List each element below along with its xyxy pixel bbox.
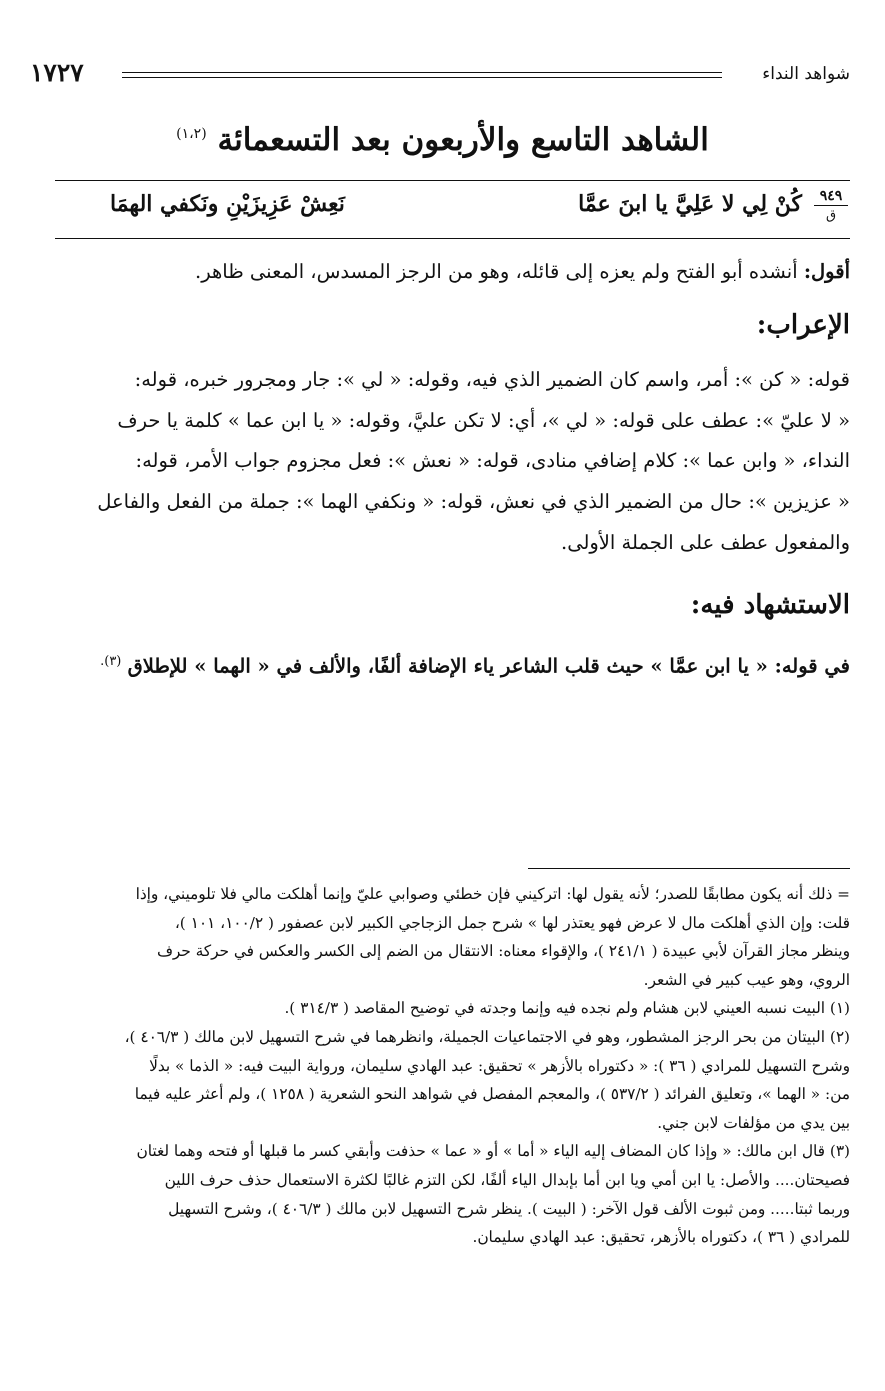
intro-lead: أقول:: [803, 260, 850, 283]
footnote-line: وشرح التسهيل للمرادي ( ٣٦ ): « دكتوراه بالأزهر » تحقيق: عبد الهادي سليمان، ورواية البيت فيه: « الذما » بدلًا: [149, 1056, 850, 1075]
title-footnote-ref: (١،٢): [176, 126, 207, 142]
heading-istishhad: الاستشهاد فيه:: [690, 590, 850, 620]
footnote-line: (١) البيت نسبه العيني لابن هشام ولم نجده فيه وإنما وجدته في توضيح المقاصد ( ٣١٤/٣ ).: [284, 999, 850, 1018]
page-title-text: الشاهد التاسع والأربعون بعد التسعمائة: [217, 122, 709, 158]
running-header-rule: [122, 72, 722, 78]
footnote-line: من: « الهما »، وتعليق الفرائد ( ٥٣٧/٢ )، والمعجم المفصل في شواهد النحو الشعرية ( ١٢٥٨ )، ولم أعثر عليه فيما: [134, 1085, 850, 1104]
istishhad-text: في قوله: « يا ابن عمَّا » حيث قلب الشاعر ياء الإضافة ألفًا، والألف في « الهما » للإطلاق: [127, 654, 850, 678]
verse-number: [814, 189, 848, 222]
verse-number-value: ٩٤٩: [814, 189, 848, 206]
heading-irab: الإعراب:: [756, 310, 850, 340]
footnote-line: = ذلك أنه يكون مطابقًا للصدر؛ لأنه يقول لها: اتركيني فإن خطئي وصوابي عليّ وإنما أهلكت مالي فلا تلوميني، وإذا: [135, 885, 850, 903]
footnote-line: (٣) قال ابن مالك: « وإذا كان المضاف إليه الياء « أما » أو « عما » حذفت وأبقي كسر ما قبلها أو فتحه وهما لغتان: [136, 1142, 850, 1161]
running-header-title: شواهد النداء: [762, 64, 850, 84]
verse-box: [55, 180, 850, 239]
istishhad-paragraph: [55, 642, 850, 687]
verse-hemistich-second: نَعِشْ عَزِيزَيْنِ ونَكفي الهمَا: [110, 191, 345, 217]
irab-paragraph: [55, 360, 850, 564]
irab-line: « لا عليّ »: عطف على قوله: « لي »، أي: لا تكن عليَّ، وقوله: « يا ابن عما » كلمة يا حرف: [117, 408, 850, 432]
page-title: [0, 122, 885, 158]
footnote-line: فصيحتان.... والأصل: يا ابن أمي ويا ابن أما بإبدال الياء ألفًا، لكن التزم غالبًا لكثرة الاستعمال حذف حرف اللين: [164, 1170, 850, 1189]
running-header: [30, 58, 850, 92]
footnote-line: قلت: وإن الذي أهلكت مال لا عرض فهو يعتذر لها » شرح جمل الزجاجي الكبير لابن عصفور ( ١٠٠/٢، ١٠١ )،: [174, 913, 850, 932]
irab-line: « عزيزين »: حال من الضمير الذي في نعش، قوله: « ونكفي الهما »: جملة من الفعل والفاعل: [97, 490, 850, 514]
footnote-line: (٢) البيتان من بحر الرجز المشطور، وهو في الاجتماعيات الجميلة، وانظرهما في شرح التسهيل لابن مالك ( ٤٠٦/٣ )،: [124, 1027, 850, 1046]
istishhad-footnote-ref: (٣).: [100, 654, 122, 669]
irab-line: قوله: « كن »: أمر، واسم كان الضمير الذي فيه، وقوله: « لي »: جار ومجرور خبره، قوله:: [134, 368, 850, 391]
footnote-separator: [528, 868, 850, 869]
verse-meter-mark: ق: [825, 208, 837, 223]
footnote-line: بين يدي من مؤلفات لابن جني.: [657, 1113, 850, 1132]
page-number: ١٧٢٧: [30, 58, 84, 87]
footnote-line: الروي، وهو عيب كبير في الشعر.: [643, 970, 850, 989]
intro-text: أنشده أبو الفتح ولم يعزه إلى قائله، وهو من الرجز المسدس، المعنى ظاهر.: [195, 260, 804, 283]
irab-line: والمفعول عطف على الجملة الأولى.: [561, 530, 850, 554]
irab-line: النداء، « وابن عما »: كلام إضافي منادى، قوله: « نعش »: فعل مجزوم جواب الأمر، قوله:: [135, 449, 850, 473]
footnotes: [42, 880, 850, 1252]
footnote-line: وينظر مجاز القرآن لأبي عبيدة ( ٢٤١/١ )، والإقواء معناه: الانتقال من الضم إلى الكسر والعكس في حركة حرف: [156, 942, 850, 961]
intro-paragraph: [55, 252, 850, 293]
footnote-line: وربما ثبتا..... ومن ثبوت الألف قول الآخر: ( البيت ). ينظر شرح التسهيل لابن مالك ( ٤٠٦/٣ )، وشرح التسهيل: [168, 1199, 850, 1218]
verse-hemistich-first: كُنْ لِي لا عَلِيَّ يا ابنَ عمَّا: [578, 191, 802, 217]
footnote-line: للمرادي ( ٣٦ )، دكتوراه بالأزهر، تحقيق: عبد الهادي سليمان.: [472, 1228, 850, 1247]
